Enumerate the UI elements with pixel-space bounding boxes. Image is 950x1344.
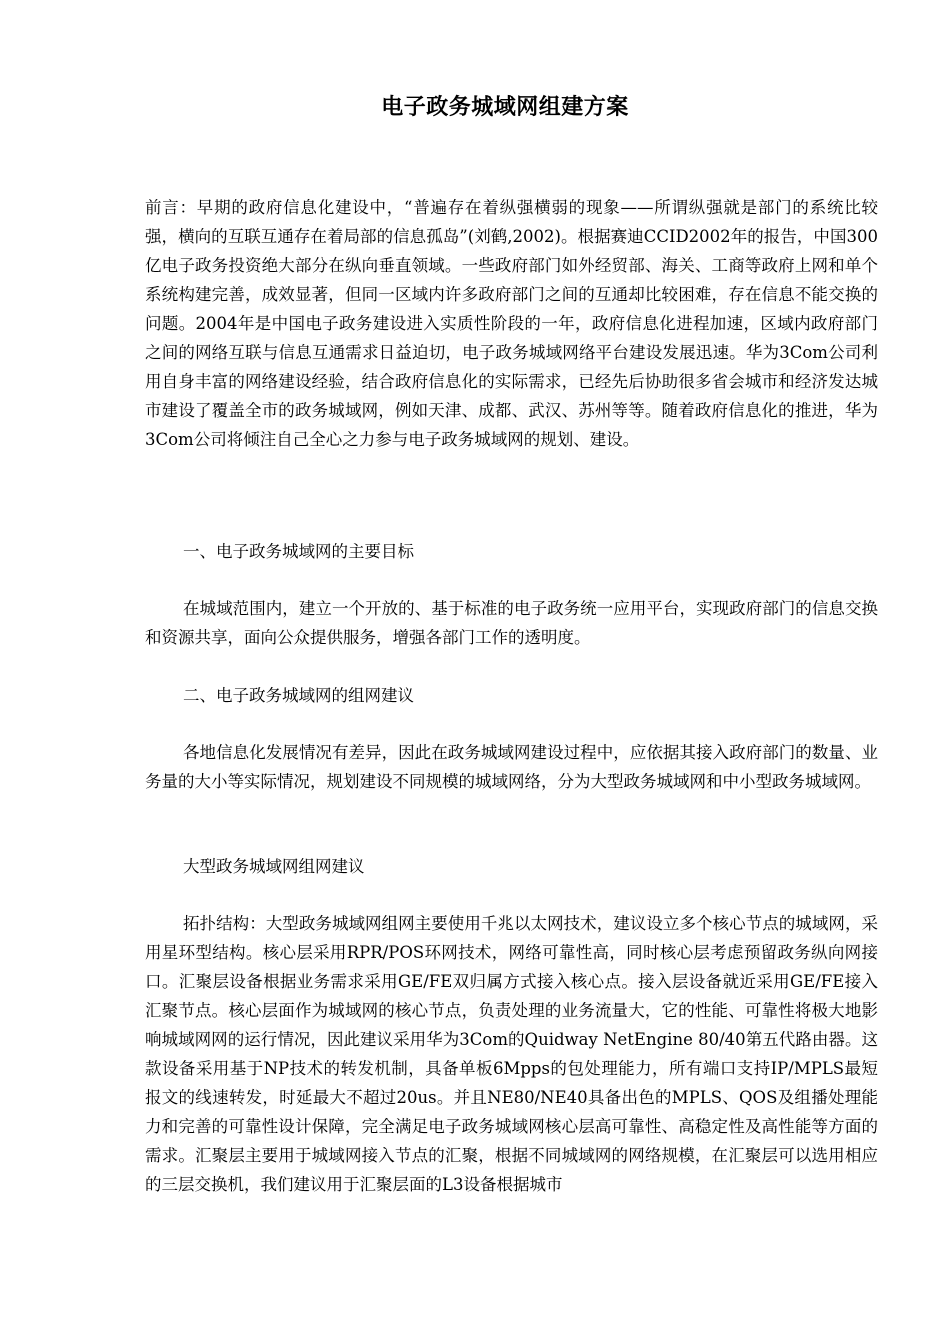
networking-paragraph: 各地信息化发展情况有差异，因此在政务城域网建设过程中，应依据其接入政府部门的数量、业务量的大小等实际情况，规划建设不同规模的城域网络，分为大型政务城域网和中小型政务城域网。 bbox=[145, 743, 878, 791]
intro-paragraph: 前言：早期的政府信息化建设中，“普遍存在着纵强横弱的现象——所谓纵强就是部门的系统比较强，横向的互联互通存在着局部的信息孤岛”(刘鹤,2002)。根据赛迪CCID2002年的报告，中国300亿电子政务投资绝大部分在纵向垂直领域。一些政府部门如外经贸部、海关、工商等政府上网和单个系统构建完善，成效显著，但同一区域内许多政府部门之间的互通却比较困难，存在信息不能交换的问题。2004年是中国电子政务建设进入实质性阶段的一年，政府信息化进程加速，区域内政府部门之间的网络互联与信息互通需求日益迫切，电子政务城域网络平台建设发展迅速。华为3Com公司利用自身丰富的网络建设经验，结合政府信息化的实际需求，已经先后协助很多省会城市和经济发达城市建设了覆盖全市的政务城域网，例如天津、成都、武汉、苏州等等。随着政府信息化的推进，华为3Com公司将倾注自己全心之力参与电子政务城域网的规划、建设。 bbox=[145, 198, 878, 449]
topology-paragraph: 拓扑结构：大型政务城域网组网主要使用千兆以太网技术，建议设立多个核心节点的城域网，采用星环型结构。核心层采用RPR/POS环网技术，网络可靠性高，同时核心层考虑预留政务纵向网接口。汇聚层设备根据业务需求采用GE/FE双归属方式接入核心点。接入层设备就近采用GE/FE接入汇聚节点。核心层面作为城域网的核心节点，负责处理的业务流量大，它的性能、可靠性将极大地影响城域网网的运行情况，因此建议采用华为3Com的Quidway NetEngine 80/40第五代路由器。这款设备采用基于NP技术的转发机制，具备单板6Mpps的包处理能力，所有端口支持IP/MPLS最短报文的线速转发，时延最大不超过20us。并且NE80/NE40具备出色的MPLS、QOS及组播处理能力和完善的可靠性设计保障，完全满足电子政务城域网核心层高可靠性、高稳定性及高性能等方面的需求。汇聚层主要用于城域网接入节点的汇聚，根据不同城域网的网络规模，在汇聚层可以选用相应的三层交换机，我们建议用于汇聚层面的L3设备根据城市 bbox=[145, 914, 878, 1194]
goals-paragraph: 在城域范围内，建立一个开放的、基于标准的电子政务统一应用平台，实现政府部门的信息交换和资源共享，面向公众提供服务，增强各部门工作的透明度。 bbox=[145, 599, 878, 647]
section-heading-networking: 二、电子政务城域网的组网建议 bbox=[183, 686, 414, 705]
document-title: 电子政务城域网组建方案 bbox=[381, 94, 629, 120]
subsection-heading-large-network: 大型政务城域网组网建议 bbox=[183, 857, 365, 876]
section-heading-goals: 一、电子政务城域网的主要目标 bbox=[183, 542, 414, 561]
